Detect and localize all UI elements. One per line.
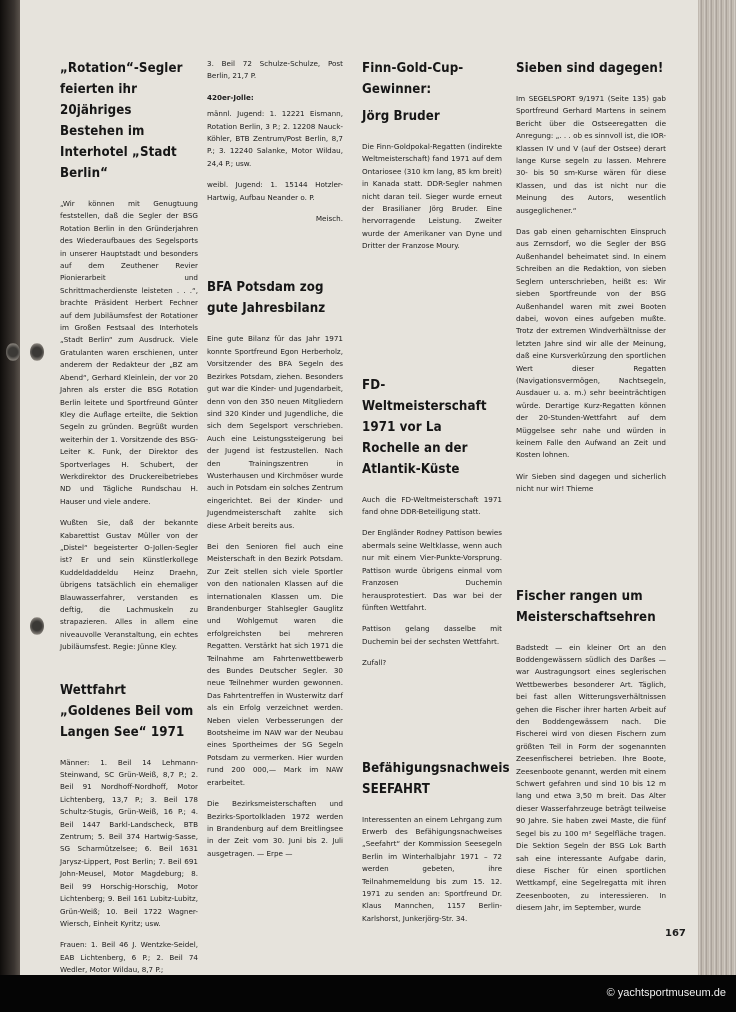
results-text: weibl. Jugend: 1. 15144 Hotzler-Hartwig, Aufbau Neander o. P. [207, 180, 343, 202]
article-text: „Wir können mit Genugtuung feststellen, daß die Segler der BSG Rotation Berlin in den Gründerjahren des Wiederaufbaues des Segelsports in unserer Hauptstadt und besonders auf dem Zeuthener Revier Pionierarbeit und Schrittmacherdienste leisteten . . .“, brachte Präsident Herbert Fechner auf dem Jubiläumsfest der Rotationer im Großen Festsaal des Interhotels „Stadt Berlin“ zum Ausdruck. Viele Gratulanten waren erschienen, unter anderem der Redakteur der „BZ am Abend“, Gerhard Kleinlein, der vor 20 Jahren als erster die BSG Rotation Berlin leitete und Sportfreund Günter Kley die Auflage erteilte, die Sektion Segeln zu gründen. Begrüßt wurden weiterhin der 1. Vorsitzende des BSG-Leiter K. Funk, der Direktor des Sportverlages H. Schubert, der Werkdirektor des Druckereibetriebes ND und Tägliche Rundschau H. Hauser und viele andere. [60, 199, 198, 506]
headline-befaehigungsnachweis: Befähigungsnachweis SEEFAHRT [362, 760, 510, 797]
column-1 [60, 58, 198, 986]
results-text: 3. Beil 72 Schulze-Schulze, Post Berlin, 21,7 P. [207, 59, 343, 81]
article-text: Wir Sieben sind dagegen und sicherlich nicht nur wir! Thieme [516, 471, 666, 494]
article-text: Das gab einen geharnischten Einspruch aus Zernsdorf, wo die Segler der BSG Außenhandel beheimatet sind. In einem Schreiben an die Redaktion, von sieben Seglern unterschrieben, heißt es: Wir sieben Sportfreunde von der BSG Außenhandel waren mit zwei Booten dabei, wovon eines aufgeben mußte. Trotz der extremen Windverhältnisse der letzten Jahre sind wir alle der Meinung, daß eine Kursverkürzung den sportlichen Wert dieser Regatten (Navigationsvermögen, Nachtsegeln, Ausdauer u. a. m.) sehr beeinträchtigen würde. Derartige Kurz-Regatten können der 20-Stunden-Wettfahrt auf dem Müggelsee sehr nahe und würden in keinem Falle den Aufwand an Zeit und Kosten lohnen. [516, 227, 666, 460]
punch-hole [30, 343, 44, 361]
column-3 [362, 58, 510, 934]
results-text: Frauen: 1. Beil 46 J. Wentzke-Seidel, EAB Lichtenberg, 6 P.; 2. Beil 74 Wedler, Motor Wildau, 8,7 P.; [60, 940, 198, 975]
punch-hole [6, 343, 20, 361]
headline-sieben-dagegen: Sieben sind dagegen! [516, 61, 664, 76]
article-text: Eine gute Bilanz für das Jahr 1971 konnte Sportfreund Egon Herberholz, Vorsitzender des BFA Segeln des Bezirkes Potsdam, ziehen. Besonders gut war die Kinder- und Jugendarbeit, denn von den 350 neuen Mitgliedern sind 320 Kinder und Jugendliche, die sich dem Segelsport verschrieben. Auch eine Leistungssteigerung bei der Jugend ist festzustellen. Nach den Trainingszentren in Wusterhausen und Kirchmöser wurde auch in Potsdam ein solches Zentrum eingerichtet. Bei der Kinder- und Jugendmeisterschaft zahlte sich diese Arbeit bereits aus. [207, 334, 343, 530]
article-text: Badstedt — ein kleiner Ort an den Boddengewässern südlich des Darßes — war Austragungsort eines seglerischen Wettbewerbes besonderer Art. Täglich, bei fast allen Witterungsverhältnissen gehen die Fischer ihrer harten Arbeit auf den Boddengewässern nach. Die Fischerei wird von diesen Fischern zum größten Teil in Form der sogenannten Zeesenfischerei betrieben. Ihre Boote, Zeesenboote genannt, werden mit einem Schwert gefahren und sind 10 bis 12 m lang und etwa 3,50 m breit. Das Alter dieser Wasserfahrzeuge beträgt teilweise 90 Jahre. Sie haben zwei Maste, die fünf Segel bis zu 100 m² Segelfläche tragen. Die Sektion Segeln der BSG Lok Barth sah eine interessante Aufgabe darin, diese Fischer für einen sportlichen Wettkampf, eine Segelregatta mit ihren Zeesenbooten, zu interessieren. In diesem Jahr, im September, wurde [516, 642, 666, 913]
class-label: 420er-Jolle: [207, 92, 254, 102]
headline-fd-weltmeisterschaft: FD-Weltmeisterschaft 1971 vor La Rochelle an der Atlantik-Küste [362, 377, 487, 477]
article-text: Auch die FD-Weltmeisterschaft 1971 fand ohne DDR-Beteiligung statt. [362, 494, 502, 517]
headline-fischer: Fischer rangen um Meisterschaftsehren [516, 588, 656, 625]
headline-finn-gold-cup: Finn-Gold-Cup-Gewinner: [362, 61, 464, 97]
article-text: Der Engländer Rodney Pattison bewies abermals seine Weltklasse, wenn auch nur mit einem Vier-Punkte-Vorsprung. Pattison wurde übrigens einmal vom Franzosen Duchemin herausprotestiert. Das war bei der fünften Wettfahrt. [362, 528, 502, 612]
headline-bfa-potsdam: BFA Potsdam zog gute Jahresbilanz [207, 280, 326, 317]
article-text: Interessenten an einem Lehrgang zum Erwerb des Befähigungsnachweises „Seefahrt“ der Kommission Seesegeln Berlin im Winterhalbjahr 1971 – 72 werden gebeten, ihre Teilnahmemeldung bis zum 15. 12. 1971 zu senden an: Sportfreund Dr. Klaus Mannchen, 1157 Berlin-Karlshorst, Junkerjörg-Str. 34. [362, 814, 502, 923]
article-text: Im SEGELSPORT 9/1971 (Seite 135) gab Sportfreund Gerhard Martens in seinem Bericht über die Ostseeregatten die Anregung: „. . . ob es sinnvoll ist, die IOR-Klassen IV und V (auf der Ostsee) derart lange Kurse segeln zu lassen. Mehrere 30- bis 50 sm-Kurse wären für diese Klassen, und das ist nicht nur die Meinung des Autors, wesentlich ausgeglichener.“ [516, 94, 667, 215]
page-number: 167 [665, 928, 686, 939]
article-text: Wußten Sie, daß der bekannte Kabarettist Gustav Müller von der „Distel“ begeisterter O-Jollen-Segler ist? Er und sein Künstlerkollege Kuddeldaddeldu Heinz Draehn, übrigens tatsächlich ein ehemaliger Blauwasserfahrer, verstanden es deftig, die Lachmuskeln zu strapazieren. Alles in allem eine niveauvolle Veranstaltung, ein echtes Jubiläumsfest. Regie: Jünne Kley. [60, 518, 198, 652]
results-text: Männer: 1. Beil 14 Lehmann-Steinwand, SC Grün-Weiß, 8,7 P.; 2. Beil 91 Nordhoff-Nordhoff, Motor Lichtenberg, 13,7 P.; 3. Beil 178 Schultz-Stugis, Grün-Weiß, 16 P.; 4. Beil 1447 Barkl-Landscheck, BTB Zentrum; 5. Beil 374 Hartwig-Sasse, SG Scharmützelsee; 6. Beil 1631 Jarysz-Lippert, Post Berlin; 7. Beil 691 John-Meusel, Motor Magdeburg; 8. Beil 99 Horschig-Horschig, Motor Lichtenberg; 9. Beil 161 Lubitz-Lubitz, Grün-Weiß; 10. Beil 1722 Wagner-Wiersch, Einheit Kyritz; usw. [60, 757, 198, 928]
author-signature: Meisch. [315, 214, 343, 224]
page-edges [698, 0, 736, 975]
headline-goldenes-beil: Wettfahrt „Goldenes Beil vom Langen See“ 1971 [60, 682, 194, 740]
headline-joerg-bruder: Jörg Bruder [362, 109, 440, 124]
article-text: Die Bezirksmeisterschaften und Bezirks-Sportolkladen 1972 werden in Brandenburg auf dem Breitlingsee in der Zeit vom 30. Juni bis 2. Juli ausgetragen. — Erpe — [207, 799, 343, 858]
article-text: Zufall? [362, 658, 387, 668]
column-4 [516, 58, 666, 924]
watermark-credit: © yachtsportmuseum.de [606, 987, 726, 999]
results-text: männl. Jugend: 1. 12221 Eismann, Rotation Berlin, 3 P.; 2. 12208 Nauck-Köhler, BTB Zentrum/Post Berlin, 8,7 P.; 3. 12240 Salanke, Motor Wildau, 24,4 P.; usw. [207, 109, 343, 168]
punch-hole [30, 617, 44, 635]
magazine-page [20, 0, 698, 975]
headline-rotation: „Rotation“-Segler feierten ihr 20jähriges Bestehen im Interhotel „Stadt Berlin“ [60, 61, 183, 181]
column-2 [207, 58, 343, 869]
article-text: Die Finn-Goldpokal-Regatten (indirekte Weltmeisterschaft) fand 1971 auf dem Ontariosee (310 km lang, 85 km breit) in Kanada statt. DDR-Segler nahmen nicht daran teil. Sieger wurde erneut der Brasilianer Jörg Bruder. Eine hervorragende Leistung. Zweiter wurde der Amerikaner van Dyne und Dritter der Franzose Moury. [362, 142, 502, 251]
article-text: Pattison gelang dasselbe mit Duchemin bei der sechsten Wettfahrt. [362, 624, 502, 646]
article-text: Bei den Senioren fiel auch eine Meisterschaft in den Bezirk Potsdam. Zur Zeit stellen sich viele Sportler von den nationalen Klassen auf die internationalen Klassen um. Die Brandenburger Stahlsegler Gauglitz und Wohlgemut waren die erfolgreichsten bei mehreren Regatten. Verstärkt hat sich 1971 die Teilnahme am Fahrtenwettbewerb des Bundes Deutscher Segler. 30 neue Teilnehmer wurden gewonnen. Das Fahrtentreffen in Wusterwitz darf als ein Erfolg verzeichnet werden. Neben vielen Verbesserungen der Bootsheime im NAW war der Neubau eines Sportheimes der SG Segeln Potsdam zu vermerken. Hier wurden rund 200 000,— Mark im NAW erarbeitet. [207, 541, 343, 787]
book-binding [0, 0, 20, 1012]
